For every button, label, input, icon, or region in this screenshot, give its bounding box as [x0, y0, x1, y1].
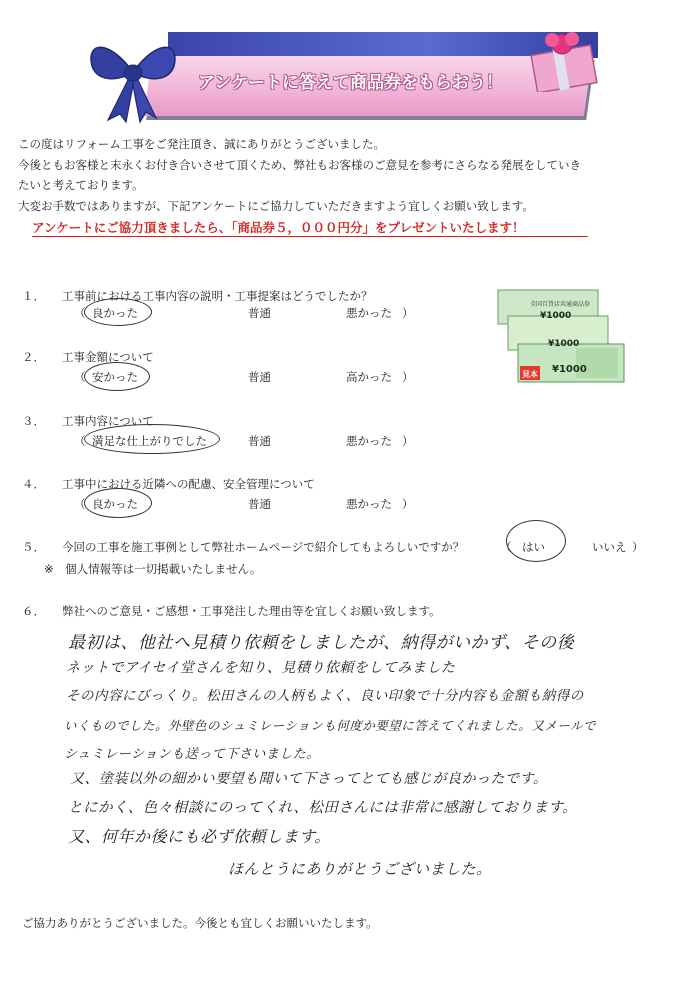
- voucher-value: ¥1000: [548, 339, 580, 349]
- question-text: 工事中における近隣への配慮、安全管理について: [62, 477, 315, 491]
- answer-option-selected: 安かった: [92, 370, 138, 384]
- handwritten-line: ほんとうにありがとうございました。: [228, 860, 492, 878]
- handwritten-line: 又、何年か後にも必ず依頼します。: [68, 827, 331, 846]
- question-number: １．: [22, 289, 45, 303]
- question-text: 弊社へのご意見・ご感想・工事発注した理由等を宜しくお願い致します。: [62, 604, 441, 618]
- answer-option: いいえ: [592, 540, 627, 554]
- answer-option: 普通: [248, 370, 271, 384]
- voucher-stamp: 見本: [522, 370, 538, 379]
- banner-title: アンケートに答えて商品券をもらおう！: [198, 73, 503, 93]
- paren-open: （: [74, 434, 86, 448]
- answer-circle: [84, 424, 220, 454]
- answer-option: 悪かった: [346, 306, 392, 320]
- question-number: ３．: [22, 414, 45, 428]
- paren-open: （: [74, 306, 86, 320]
- voucher-value: ¥1000: [552, 364, 587, 375]
- handwritten-line: 最初は、他社へ見積り依頼をしましたが、納得がいかず、その後: [68, 633, 575, 653]
- question-text: 工事前における工事内容の説明・工事提案はどうでしたか？: [62, 289, 373, 303]
- question-number: ５．: [22, 540, 45, 554]
- answer-option: 高かった: [346, 370, 392, 384]
- question-text: 工事内容について: [62, 414, 154, 428]
- intro-text: [18, 134, 688, 216]
- handwritten-line: 又、塗装以外の細かい要望も聞いて下さってとても感じが良かったです。: [70, 771, 548, 787]
- privacy-note: ※ 個人情報等は一切掲載いたしません。: [44, 562, 262, 576]
- handwritten-line: その内容にびっくり。松田さんの人柄もよく、良い印象で十分内容も金額も納得の: [66, 688, 584, 704]
- header-banner: [78, 26, 598, 124]
- promo-underline: [32, 236, 588, 237]
- question-number: ４．: [22, 477, 45, 491]
- gift-bow-icon: [78, 28, 188, 124]
- voucher-header: 全国百貨店共通商品券: [530, 301, 591, 308]
- paren-close: ）: [402, 306, 414, 320]
- intro-line: 今後ともお客様と末永くお付き合いさせて頂くため、弊社もお客様のご意見を参考にさらなる発展をしていき: [18, 157, 582, 172]
- answer-option: 普通: [248, 497, 271, 511]
- question-text: 工事金額について: [62, 350, 154, 364]
- gift-voucher-image: [496, 288, 628, 384]
- footer-thanks: ご協力ありがとうございました。今後とも宜しくお願いいたします。: [22, 916, 378, 930]
- paren-open: （: [74, 497, 86, 511]
- answer-option-selected: 良かった: [92, 306, 138, 320]
- answer-circle: [506, 520, 566, 562]
- answer-option: 普通: [248, 434, 271, 448]
- paren-close: ）: [402, 497, 414, 511]
- answer-option-selected: はい: [522, 540, 545, 554]
- question-number: ２．: [22, 350, 45, 364]
- paren-open: （: [500, 540, 512, 554]
- answer-option: 普通: [248, 306, 271, 320]
- answer-option: 悪かった: [346, 434, 392, 448]
- answer-option-selected: 良かった: [92, 497, 138, 511]
- handwritten-line: いくものでした。外壁色のシュミレーションも何度か要望に答えてくれました。又メールで: [64, 718, 597, 733]
- intro-line: この度はリフォーム工事をご発注頂き、誠にありがとうございました。: [18, 137, 385, 151]
- paren-close: ）: [402, 434, 414, 448]
- answer-circle: [84, 298, 152, 326]
- paren-close: ）: [632, 540, 644, 554]
- paren-open: （: [74, 370, 86, 384]
- voucher-value: ¥1000: [540, 311, 572, 321]
- handwritten-line: ネットでアイセイ堂さんを知り、見積り依頼をしてみました: [66, 660, 456, 676]
- handwritten-line: シュミレーションも送って下さいました。: [64, 747, 320, 762]
- handwritten-line: とにかく、色々相談にのってくれ、松田さんには非常に感謝しております。: [68, 800, 578, 816]
- paren-close: ）: [402, 370, 414, 384]
- question-text: 今回の工事を施工事例として弊社ホームページで紹介してもよろしいですか？: [62, 540, 465, 554]
- answer-circle: [84, 488, 152, 518]
- intro-line: たいと考えております。: [18, 178, 144, 192]
- answer-option-selected: 満足な仕上がりでした: [92, 434, 207, 448]
- answer-circle: [84, 362, 150, 391]
- answer-option: 悪かった: [346, 497, 392, 511]
- promo-text: アンケートにご協力頂きましたら、「商品券５，０００円分」をプレゼントいたします！: [32, 220, 525, 235]
- question-number: ６．: [22, 604, 45, 618]
- intro-line: 大変お手数ではありますが、下記アンケートにご協力していただきますよう宜しくお願い致します。: [18, 198, 534, 213]
